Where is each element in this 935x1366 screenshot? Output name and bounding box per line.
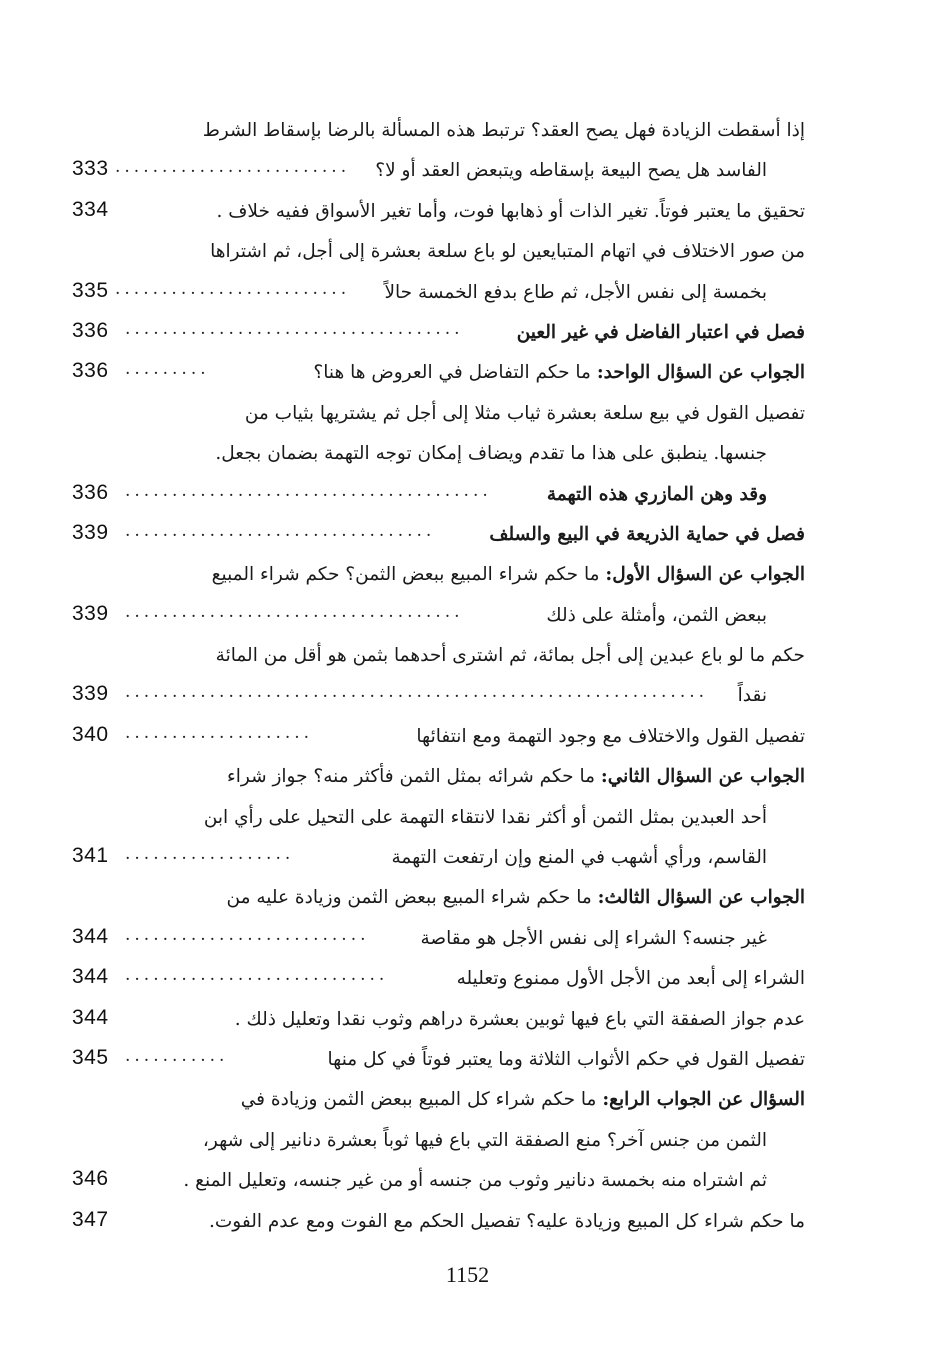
toc-text xyxy=(241,1085,805,1115)
toc-line xyxy=(60,354,805,394)
toc-text-body: إذا أسقطت الزيادة فهل يصح العقد؟ ترتبط هذه المسألة بالرضا بإسقاط الشرط xyxy=(202,120,805,141)
toc-line xyxy=(60,233,805,273)
toc-text-body: فصل في اعتبار الفاضل في غير العين xyxy=(516,321,805,343)
toc-line xyxy=(60,718,805,758)
toc-text xyxy=(245,399,805,429)
toc-line xyxy=(60,516,805,556)
toc-line xyxy=(60,799,805,839)
page-number: 1152 xyxy=(445,1262,490,1287)
toc-page-number: 344 xyxy=(72,1005,109,1029)
toc-text xyxy=(216,197,805,227)
toc-line xyxy=(60,839,805,879)
toc-line xyxy=(60,1203,805,1243)
dot-leader: .................................... xyxy=(125,318,464,339)
toc-text xyxy=(517,318,805,348)
toc-text xyxy=(227,762,805,792)
dot-leader: .................................... xyxy=(125,601,464,622)
toc-line xyxy=(60,1041,805,1081)
toc-line xyxy=(60,1162,805,1202)
toc-text-body: غير جنسه؟ الشراء إلى نفس الأجل هو مقاصة xyxy=(420,927,767,949)
toc-line xyxy=(60,112,805,152)
toc-line xyxy=(60,556,805,596)
answer-heading: الجواب عن السؤال الواحد: xyxy=(596,362,805,384)
toc-text-body: تفصيل القول في بيع سلعة بعشرة ثياب مثلا إلى أجل ثم يشتريها بثياب من xyxy=(244,402,805,424)
toc-line xyxy=(60,314,805,354)
toc-text-body: وقد وهن المازري هذه التهمة xyxy=(546,483,767,505)
toc-text-body: القاسم، ورأي أشهب في المنع وإن ارتفعت التهمة xyxy=(391,847,767,869)
toc-page-number: 339 xyxy=(72,682,109,706)
toc-text xyxy=(209,1207,805,1237)
toc-page-number: 344 xyxy=(72,965,109,989)
toc-page-number: 335 xyxy=(72,278,109,302)
toc-text-body: ما حكم شراء المبيع ببعض الثمن وزيادة عليه من xyxy=(226,887,598,909)
toc-text xyxy=(210,237,805,267)
toc-text-body: ثم اشتراه منه بخمسة دنانير وثوب من جنسه أو من غير جنسه، وتعليل المنع . xyxy=(183,1170,767,1192)
toc-text xyxy=(328,1045,805,1075)
toc-line xyxy=(60,395,805,435)
toc-text xyxy=(204,803,767,833)
toc-text xyxy=(547,480,767,510)
toc-text xyxy=(183,1166,767,1196)
toc-text xyxy=(489,520,805,550)
toc-text xyxy=(227,883,806,913)
toc-page-number: 344 xyxy=(72,924,109,948)
toc-text xyxy=(216,641,805,671)
answer-heading: السؤال عن الجواب الرابع: xyxy=(602,1089,805,1111)
toc-line xyxy=(60,597,805,637)
toc-text-body: تفصيل القول في حكم الأثواب الثلاثة وما يعتبر فوتاً في كل منها xyxy=(327,1048,805,1070)
toc-text xyxy=(375,156,767,186)
dot-leader: .................. xyxy=(125,844,295,865)
toc-page-number: 346 xyxy=(72,1167,109,1191)
answer-heading: الجواب عن السؤال الثاني: xyxy=(600,766,805,788)
toc-text-body: ببعض الثمن، وأمثلة على ذلك xyxy=(546,604,767,626)
toc-line xyxy=(60,677,805,717)
toc-page-number: 336 xyxy=(72,359,109,383)
toc-text-body: فصل في حماية الذريعة في البيع والسلف xyxy=(489,523,805,545)
dot-leader: ........... xyxy=(125,1045,229,1066)
toc-line xyxy=(60,193,805,233)
toc-line xyxy=(60,758,805,798)
toc-text-body: ما حكم شرائه بمثل الثمن فأكثر منه؟ جواز شراء xyxy=(227,766,601,788)
toc-text-body: ما حكم شراء كل المبيع ببعض الثمن وزيادة في xyxy=(240,1089,603,1111)
dot-leader: ................................. xyxy=(125,520,436,541)
dot-leader: ......................... xyxy=(115,157,351,178)
toc-line xyxy=(60,435,805,475)
toc-text-body: الثمن من جنس آخر؟ منع الصفقة التي باع فيها ثوباً بعشرة دنانير إلى شهر، xyxy=(202,1129,767,1151)
toc-text-body: ما حكم شراء المبيع ببعض الثمن؟ حكم شراء المبيع xyxy=(211,564,606,586)
toc-text-body: جنسها. ينطبق على هذا ما تقدم ويضاف إمكان توجه التهمة بضمان بجعل. xyxy=(215,443,767,465)
toc-text xyxy=(457,964,805,994)
toc-line xyxy=(60,879,805,919)
toc-page-number: 333 xyxy=(72,157,109,181)
dot-leader: .................... xyxy=(125,722,314,743)
toc-page-number: 347 xyxy=(72,1207,109,1231)
dot-leader: ....................................... xyxy=(125,480,492,501)
toc-text xyxy=(215,439,767,469)
toc-line xyxy=(60,274,805,314)
table-of-contents xyxy=(60,112,805,1243)
dot-leader: ............................ xyxy=(125,965,389,986)
toc-text-body: ما حكم التفاضل في العروض ها هنا؟ xyxy=(313,362,597,384)
toc-text-body: الشراء إلى أبعد من الأجل الأول ممنوع وتعليله xyxy=(456,968,805,990)
toc-page-number: 339 xyxy=(72,520,109,544)
toc-text xyxy=(203,1126,767,1156)
toc-page-number: 340 xyxy=(72,722,109,746)
toc-page-number: 336 xyxy=(72,318,109,342)
toc-page-number: 341 xyxy=(72,844,109,868)
toc-text-body: ما حكم شراء كل المبيع وزيادة عليه؟ تفصيل الحكم مع الفوت ومع عدم الفوت. xyxy=(208,1210,805,1232)
toc-text-body: حكم ما لو باع عبدين إلى أجل بمائة، ثم اشترى أحدهما بثمن هو أقل من المائة xyxy=(215,645,805,667)
toc-line xyxy=(60,152,805,192)
toc-text-body: أحد العبدين بمثل الثمن أو أكثر نقدا لانتقاء التهمة على التحيل على رأي ابن xyxy=(203,806,767,828)
dot-leader: .......................... xyxy=(125,924,370,945)
toc-text-body: بخمسة إلى نفس الأجل، ثم طاع بدفع الخمسة حالاً xyxy=(384,281,767,303)
answer-heading: الجواب عن السؤال الثالث: xyxy=(597,887,805,909)
toc-text-body: نقداً xyxy=(737,685,767,707)
toc-line xyxy=(60,1122,805,1162)
toc-line xyxy=(60,476,805,516)
toc-text xyxy=(416,722,805,752)
answer-heading: الجواب عن السؤال الأول: xyxy=(605,564,805,586)
toc-page-number: 336 xyxy=(72,480,109,504)
toc-text xyxy=(313,358,805,388)
toc-text xyxy=(235,1005,805,1035)
dot-leader: ......................... xyxy=(115,278,351,299)
toc-text-body: عدم جواز الصفقة التي باع فيها ثوبين بعشرة دراهم وثوب نقدا وتعليل ذلك . xyxy=(234,1008,805,1030)
toc-text-body: تحقيق ما يعتبر فوتاً. تغير الذات أو ذهابها فوت، وأما تغير الأسواق ففيه خلاف . xyxy=(216,200,805,222)
toc-page-number: 345 xyxy=(72,1045,109,1069)
toc-text xyxy=(546,601,767,631)
toc-text xyxy=(384,278,767,308)
toc-text-body: تفصيل القول والاختلاف مع وجود التهمة ومع انتفائها xyxy=(416,725,805,747)
toc-text xyxy=(421,924,768,954)
toc-line xyxy=(60,637,805,677)
toc-page-number: 339 xyxy=(72,601,109,625)
toc-line xyxy=(60,1081,805,1121)
toc-text-body: الفاسد هل يصح البيعة بإسقاطه ويتبعض العقد أو لا؟ xyxy=(375,160,767,182)
toc-line xyxy=(60,920,805,960)
toc-text xyxy=(203,116,805,146)
toc-line xyxy=(60,960,805,1000)
toc-page-number: 334 xyxy=(72,197,109,221)
toc-text xyxy=(391,843,767,873)
toc-text xyxy=(738,681,767,711)
dot-leader: ......... xyxy=(125,359,210,380)
toc-line xyxy=(60,1001,805,1041)
dot-leader: .............................................................. xyxy=(125,682,709,703)
toc-text-body: من صور الاختلاف في اتهام المتبايعين لو باع سلعة بعشرة إلى أجل، ثم اشتراها xyxy=(210,241,805,263)
toc-text xyxy=(212,560,805,590)
